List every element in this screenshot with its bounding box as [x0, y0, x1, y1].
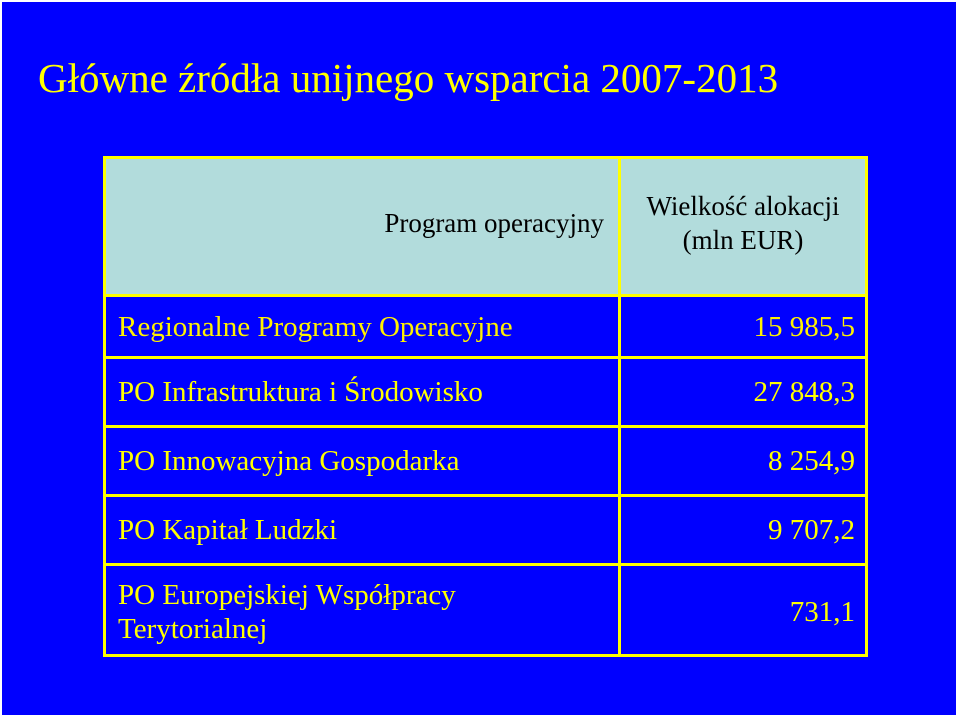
row-allocation-value: 15 985,5 — [620, 296, 867, 358]
allocation-table — [103, 156, 868, 657]
row-allocation-value: 731,1 — [620, 565, 867, 656]
row-program-name: PO Kapitał Ludzki — [105, 496, 620, 565]
row-program-name: PO Europejskiej Współpracy Terytorialnej — [105, 565, 620, 656]
row-program-name: PO Innowacyjna Gospodarka — [105, 427, 620, 496]
row-program-name: Regionalne Programy Operacyjne — [105, 296, 620, 358]
row-allocation-value: 9 707,2 — [620, 496, 867, 565]
table-row — [105, 565, 867, 656]
slide-background — [2, 2, 956, 715]
row-allocation-value: 8 254,9 — [620, 427, 867, 496]
table-row — [105, 496, 867, 565]
header-allocation: Wielkość alokacji (mln EUR) — [620, 158, 867, 296]
table-row — [105, 296, 867, 358]
table-row — [105, 427, 867, 496]
slide-title: Główne źródła unijnego wsparcia 2007-2013 — [38, 55, 779, 101]
table-header-row — [105, 158, 867, 296]
row-allocation-value: 27 848,3 — [620, 358, 867, 427]
row-program-name: PO Infrastruktura i Środowisko — [105, 358, 620, 427]
header-program: Program operacyjny — [105, 158, 620, 296]
table-row — [105, 358, 867, 427]
